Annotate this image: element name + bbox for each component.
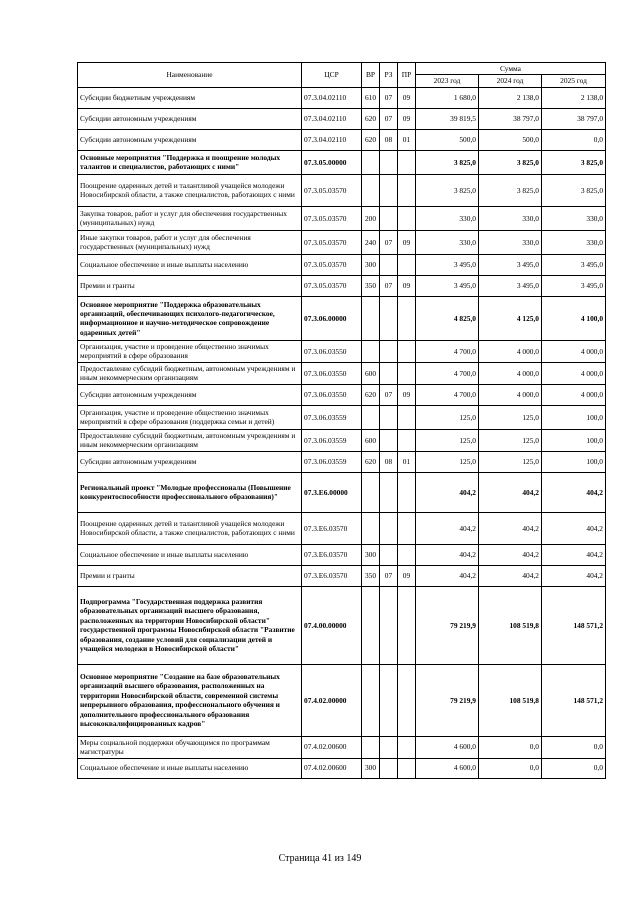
cell-vr: 620 — [362, 384, 380, 405]
cell-name: Субсидии автономным учреждениям — [78, 129, 302, 150]
table-row — [78, 565, 606, 586]
cell-2024: 3 825,0 — [479, 174, 542, 206]
cell-rz — [380, 405, 398, 429]
table-body — [78, 87, 606, 778]
table-row — [78, 405, 606, 429]
cell-csr: 07.3.06.03550 — [302, 340, 362, 362]
cell-name: Поощрение одаренных детей и талантливой учащейся молодежи Новосибирской области, а также специалистов, работающих с ними — [78, 512, 302, 544]
cell-name: Социальное обеспечение и иные выплаты населению — [78, 254, 302, 275]
cell-pr — [398, 664, 416, 736]
cell-2025: 148 571,2 — [542, 664, 606, 736]
cell-2023: 330,0 — [416, 230, 479, 254]
cell-2025: 38 797,0 — [542, 108, 606, 129]
cell-csr: 07.3.05.03570 — [302, 275, 362, 296]
cell-2025: 100,0 — [542, 451, 606, 472]
cell-rz: 07 — [380, 230, 398, 254]
cell-2023: 500,0 — [416, 129, 479, 150]
cell-pr — [398, 150, 416, 174]
cell-vr — [362, 340, 380, 362]
table-row — [78, 384, 606, 405]
cell-csr: 07.3.05.03570 — [302, 254, 362, 275]
table-row — [78, 296, 606, 340]
cell-rz — [380, 150, 398, 174]
cell-2024: 3 495,0 — [479, 254, 542, 275]
cell-name: Премии и гранты — [78, 275, 302, 296]
header-vr: ВР — [362, 63, 380, 88]
cell-2025: 4 000,0 — [542, 362, 606, 384]
cell-2025: 0,0 — [542, 129, 606, 150]
cell-vr: 300 — [362, 544, 380, 565]
cell-2024: 4 000,0 — [479, 384, 542, 405]
cell-name: Субсидии бюджетным учреждениям — [78, 87, 302, 108]
cell-2023: 125,0 — [416, 451, 479, 472]
header-year-2024: 2024 год — [479, 75, 542, 87]
cell-name: Организация, участие и проведение общественно значимых мероприятий в сфере образования (поддержка семьи и детей) — [78, 405, 302, 429]
cell-csr: 07.3.04.02110 — [302, 108, 362, 129]
cell-rz — [380, 340, 398, 362]
cell-rz — [380, 254, 398, 275]
cell-2025: 4 000,0 — [542, 340, 606, 362]
table-row — [78, 512, 606, 544]
cell-2023: 125,0 — [416, 405, 479, 429]
cell-rz — [380, 544, 398, 565]
cell-2025: 4 100,0 — [542, 296, 606, 340]
cell-2023: 3 825,0 — [416, 150, 479, 174]
table-header — [78, 63, 606, 88]
cell-csr: 07.3.06.03559 — [302, 451, 362, 472]
cell-2024: 0,0 — [479, 758, 542, 778]
cell-vr — [362, 296, 380, 340]
cell-2024: 2 138,0 — [479, 87, 542, 108]
cell-csr: 07.3.06.03559 — [302, 405, 362, 429]
cell-rz — [380, 586, 398, 664]
cell-pr: 09 — [398, 230, 416, 254]
cell-2025: 404,2 — [542, 472, 606, 512]
table-row — [78, 254, 606, 275]
cell-pr — [398, 340, 416, 362]
cell-2024: 4 125,0 — [479, 296, 542, 340]
cell-vr: 350 — [362, 565, 380, 586]
cell-2025: 100,0 — [542, 405, 606, 429]
cell-2025: 148 571,2 — [542, 586, 606, 664]
cell-pr: 09 — [398, 108, 416, 129]
table-row — [78, 174, 606, 206]
cell-2024: 404,2 — [479, 565, 542, 586]
cell-2024: 404,2 — [479, 512, 542, 544]
cell-2025: 330,0 — [542, 206, 606, 230]
cell-2023: 3 825,0 — [416, 174, 479, 206]
cell-vr — [362, 736, 380, 758]
cell-2024: 4 000,0 — [479, 340, 542, 362]
cell-2025: 4 000,0 — [542, 384, 606, 405]
cell-2023: 3 495,0 — [416, 275, 479, 296]
cell-2023: 4 700,0 — [416, 362, 479, 384]
table-row — [78, 758, 606, 778]
cell-name: Субсидии автономным учреждениям — [78, 384, 302, 405]
header-rz: РЗ — [380, 63, 398, 88]
cell-pr — [398, 405, 416, 429]
cell-name: Основное мероприятие "Создание на базе образовательных организаций высшего образования, расположенных на территории Новосибирской области, современной системы непрерывного образования, профессионального обучения и дополнительного профессионального образования высококвалифицированных кадров" — [78, 664, 302, 736]
cell-rz: 08 — [380, 451, 398, 472]
cell-2023: 125,0 — [416, 429, 479, 451]
cell-rz — [380, 664, 398, 736]
cell-2024: 108 519,8 — [479, 664, 542, 736]
table-row — [78, 362, 606, 384]
budget-table — [77, 62, 606, 779]
cell-2024: 404,2 — [479, 472, 542, 512]
cell-2023: 4 700,0 — [416, 340, 479, 362]
cell-vr: 240 — [362, 230, 380, 254]
cell-name: Премии и гранты — [78, 565, 302, 586]
cell-rz — [380, 736, 398, 758]
cell-vr — [362, 472, 380, 512]
cell-2025: 330,0 — [542, 230, 606, 254]
cell-2025: 3 825,0 — [542, 150, 606, 174]
cell-rz: 07 — [380, 275, 398, 296]
cell-name: Предоставление субсидий бюджетным, автономным учреждениям и иным некоммерческим организациям — [78, 429, 302, 451]
table-row — [78, 340, 606, 362]
cell-pr — [398, 362, 416, 384]
cell-2023: 404,2 — [416, 512, 479, 544]
cell-csr: 07.3.05.03570 — [302, 230, 362, 254]
cell-rz — [380, 206, 398, 230]
cell-vr: 620 — [362, 451, 380, 472]
cell-pr — [398, 174, 416, 206]
cell-name: Основное мероприятие "Поддержка образовательных организаций, обеспечивающих психолого-педагогическое, информационное и научно-методическое сопровождение одаренных детей" — [78, 296, 302, 340]
cell-vr: 620 — [362, 129, 380, 150]
cell-vr: 300 — [362, 254, 380, 275]
cell-2025: 404,2 — [542, 544, 606, 565]
cell-vr — [362, 174, 380, 206]
cell-csr: 07.4.00.00000 — [302, 586, 362, 664]
cell-vr — [362, 512, 380, 544]
cell-2023: 79 219,9 — [416, 664, 479, 736]
cell-2024: 330,0 — [479, 230, 542, 254]
header-pr: ПР — [398, 63, 416, 88]
cell-rz: 08 — [380, 129, 398, 150]
cell-rz — [380, 758, 398, 778]
cell-rz — [380, 362, 398, 384]
cell-pr: 09 — [398, 87, 416, 108]
cell-csr: 07.3.Е6.03570 — [302, 544, 362, 565]
header-csr: ЦСР — [302, 63, 362, 88]
cell-csr: 07.3.Е6.03570 — [302, 512, 362, 544]
table-row — [78, 429, 606, 451]
cell-pr — [398, 296, 416, 340]
cell-2024: 125,0 — [479, 451, 542, 472]
cell-name: Социальное обеспечение и иные выплаты населению — [78, 544, 302, 565]
cell-csr: 07.3.04.02110 — [302, 129, 362, 150]
cell-vr: 600 — [362, 429, 380, 451]
cell-csr: 07.3.05.03570 — [302, 174, 362, 206]
header-name: Наименование — [78, 63, 302, 88]
cell-2025: 3 495,0 — [542, 254, 606, 275]
header-year-2023: 2023 год — [416, 75, 479, 87]
cell-pr — [398, 254, 416, 275]
cell-2023: 404,2 — [416, 472, 479, 512]
cell-pr — [398, 758, 416, 778]
cell-vr: 610 — [362, 87, 380, 108]
table-row — [78, 451, 606, 472]
cell-csr: 07.3.05.03570 — [302, 206, 362, 230]
cell-2025: 2 138,0 — [542, 87, 606, 108]
cell-name: Основные мероприятия "Поддержка и поощрение молодых талантов и специалистов, работающих с ними" — [78, 150, 302, 174]
cell-rz — [380, 429, 398, 451]
table-row — [78, 108, 606, 129]
cell-name: Региональный проект "Молодые профессионалы (Повышение конкурентоспособности профессионального образования)" — [78, 472, 302, 512]
cell-csr: 07.3.04.02110 — [302, 87, 362, 108]
table-row — [78, 664, 606, 736]
cell-2024: 38 797,0 — [479, 108, 542, 129]
table-row — [78, 736, 606, 758]
cell-name: Поощрение одаренных детей и талантливой учащейся молодежи Новосибирской области, а также специалистов, работающих с ними — [78, 174, 302, 206]
cell-name: Организация, участие и проведение общественно значимых мероприятий в сфере образования — [78, 340, 302, 362]
header-year-2025: 2025 год — [542, 75, 606, 87]
cell-csr: 07.3.06.03550 — [302, 384, 362, 405]
cell-2023: 330,0 — [416, 206, 479, 230]
cell-vr: 620 — [362, 108, 380, 129]
cell-vr: 600 — [362, 362, 380, 384]
cell-name: Закупка товаров, работ и услуг для обеспечения государственных (муниципальных) нужд — [78, 206, 302, 230]
cell-rz: 07 — [380, 565, 398, 586]
cell-csr: 07.3.05.00000 — [302, 150, 362, 174]
cell-name: Меры социальной поддержки обучающимся по программам магистратуры — [78, 736, 302, 758]
cell-vr: 200 — [362, 206, 380, 230]
cell-pr — [398, 544, 416, 565]
cell-2023: 79 219,9 — [416, 586, 479, 664]
cell-2024: 330,0 — [479, 206, 542, 230]
cell-rz — [380, 512, 398, 544]
cell-2023: 3 495,0 — [416, 254, 479, 275]
cell-2024: 500,0 — [479, 129, 542, 150]
cell-2023: 4 700,0 — [416, 384, 479, 405]
table-row — [78, 206, 606, 230]
table-row — [78, 275, 606, 296]
cell-2023: 1 680,0 — [416, 87, 479, 108]
cell-csr: 07.3.06.00000 — [302, 296, 362, 340]
cell-rz: 07 — [380, 108, 398, 129]
cell-vr — [362, 150, 380, 174]
cell-pr — [398, 586, 416, 664]
cell-name: Социальное обеспечение и иные выплаты населению — [78, 758, 302, 778]
header-sum: Сумма — [416, 63, 606, 75]
table-row — [78, 544, 606, 565]
cell-pr — [398, 512, 416, 544]
cell-pr: 09 — [398, 275, 416, 296]
cell-name: Субсидии автономным учреждениям — [78, 451, 302, 472]
cell-2023: 404,2 — [416, 544, 479, 565]
table-row — [78, 230, 606, 254]
table-row — [78, 150, 606, 174]
cell-2023: 4 825,0 — [416, 296, 479, 340]
cell-2025: 404,2 — [542, 512, 606, 544]
cell-2024: 125,0 — [479, 429, 542, 451]
cell-pr: 01 — [398, 129, 416, 150]
cell-2024: 108 519,8 — [479, 586, 542, 664]
cell-2025: 100,0 — [542, 429, 606, 451]
cell-csr: 07.3.06.03559 — [302, 429, 362, 451]
page-number: Страница 41 из 149 — [278, 853, 362, 864]
table-row — [78, 472, 606, 512]
cell-csr: 07.4.02.00600 — [302, 736, 362, 758]
cell-2025: 3 495,0 — [542, 275, 606, 296]
cell-2025: 0,0 — [542, 758, 606, 778]
cell-csr: 07.3.06.03550 — [302, 362, 362, 384]
cell-pr: 09 — [398, 565, 416, 586]
cell-name: Предоставление субсидий бюджетным, автономным учреждениям и иным некоммерческим организациям — [78, 362, 302, 384]
cell-2024: 404,2 — [479, 544, 542, 565]
cell-2023: 4 600,0 — [416, 736, 479, 758]
table-row — [78, 87, 606, 108]
cell-2024: 3 825,0 — [479, 150, 542, 174]
cell-2023: 404,2 — [416, 565, 479, 586]
cell-name: Иные закупки товаров, работ и услуг для обеспечения государственных (муниципальных) нужд — [78, 230, 302, 254]
cell-pr — [398, 429, 416, 451]
cell-2023: 39 819,5 — [416, 108, 479, 129]
cell-name: Субсидии автономным учреждениям — [78, 108, 302, 129]
cell-2024: 125,0 — [479, 405, 542, 429]
cell-rz — [380, 174, 398, 206]
cell-csr: 07.4.02.00600 — [302, 758, 362, 778]
cell-pr — [398, 206, 416, 230]
cell-vr: 350 — [362, 275, 380, 296]
cell-vr — [362, 405, 380, 429]
cell-name: Подпрограмма "Государственная поддержка развития образовательных организаций высшего образования, расположенных на территории Новосибирской области" государственной программы Новосибирской области "Развитие образования, создание условий для социализации детей и учащейся молодежи в Новосибирской области" — [78, 586, 302, 664]
cell-2025: 3 825,0 — [542, 174, 606, 206]
table-row — [78, 586, 606, 664]
cell-rz: 07 — [380, 87, 398, 108]
cell-rz — [380, 472, 398, 512]
cell-2024: 4 000,0 — [479, 362, 542, 384]
cell-2025: 404,2 — [542, 565, 606, 586]
cell-csr: 07.3.Е6.03570 — [302, 565, 362, 586]
cell-csr: 07.4.02.00000 — [302, 664, 362, 736]
cell-pr — [398, 472, 416, 512]
cell-vr — [362, 586, 380, 664]
cell-rz: 07 — [380, 384, 398, 405]
cell-2024: 3 495,0 — [479, 275, 542, 296]
cell-rz — [380, 296, 398, 340]
cell-2024: 0,0 — [479, 736, 542, 758]
cell-2023: 4 600,0 — [416, 758, 479, 778]
cell-vr: 300 — [362, 758, 380, 778]
cell-pr: 01 — [398, 451, 416, 472]
cell-vr — [362, 664, 380, 736]
table-row — [78, 129, 606, 150]
cell-pr — [398, 736, 416, 758]
cell-2025: 0,0 — [542, 736, 606, 758]
cell-csr: 07.3.Е6.00000 — [302, 472, 362, 512]
cell-pr: 09 — [398, 384, 416, 405]
